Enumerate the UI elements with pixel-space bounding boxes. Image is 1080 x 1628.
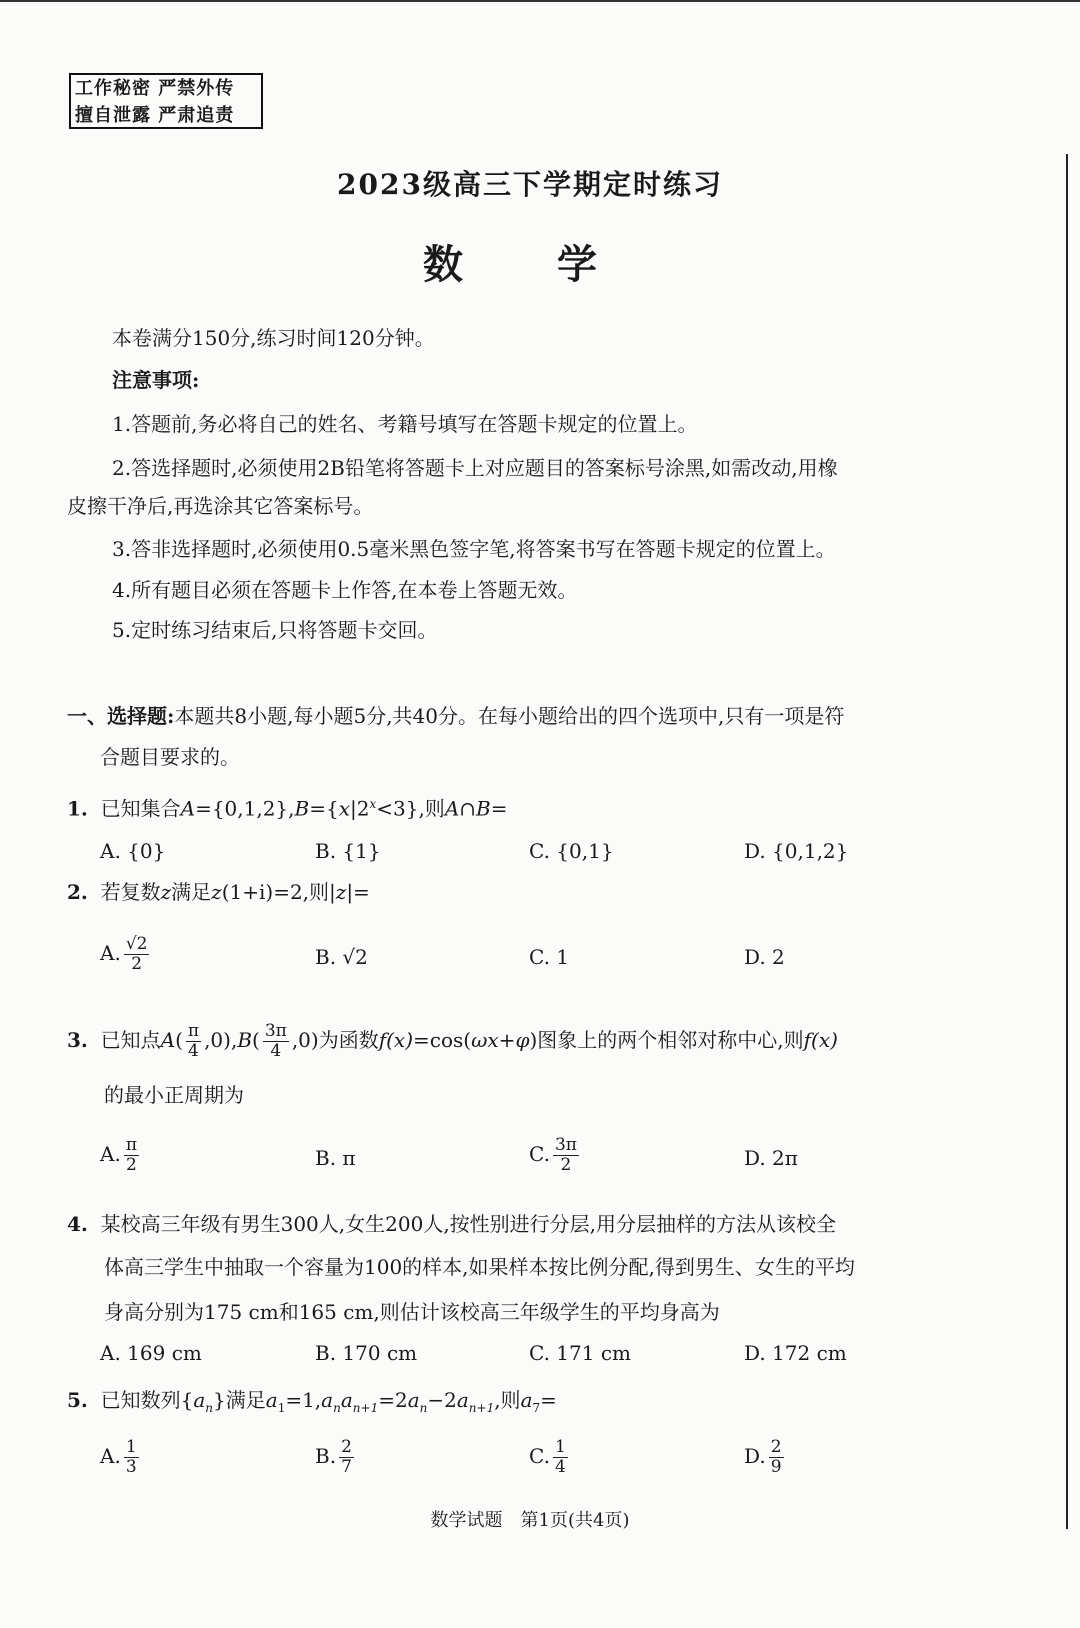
- fraction: [124, 1438, 139, 1477]
- math: n+1: [352, 1401, 379, 1415]
- section-text-cont: 合题目要求的。: [100, 745, 240, 769]
- fraction: [124, 1136, 139, 1175]
- note-3: 3.答非选择题时,必须使用0.5毫米黑色签字笔,将答案书写在答题卡规定的位置上。: [112, 537, 836, 561]
- q5-option-b: [315, 1438, 357, 1477]
- label: A.: [100, 941, 121, 965]
- text: (: [252, 1028, 260, 1052]
- label: C.: [529, 1444, 550, 1468]
- math: a: [340, 1388, 353, 1412]
- denominator: 2: [125, 1155, 137, 1175]
- text: ={0,1,2},: [195, 796, 295, 821]
- math: z: [160, 880, 172, 904]
- denominator: 2: [131, 954, 143, 974]
- numerator: 1: [125, 1437, 137, 1457]
- math: x: [338, 796, 350, 821]
- stamp-line-1: 工作秘密 严禁外传: [75, 78, 235, 99]
- q-number: 2.: [67, 880, 88, 904]
- math: A∩B: [444, 796, 491, 821]
- text: 某校高三年级有男生300人,女生200人,按性别进行分层,用分层抽样的方法从该校全: [100, 1212, 837, 1236]
- text: }满足: [213, 1388, 266, 1412]
- text: 已知集合: [100, 796, 181, 821]
- numerator: π: [187, 1021, 200, 1041]
- math: A: [160, 1028, 176, 1052]
- section-head: 一、选择题:: [67, 704, 175, 728]
- text: −2: [427, 1388, 457, 1412]
- q2-option-c: C. 1: [529, 945, 570, 969]
- note-2: 2.答选择题时,必须使用2B铅笔将答题卡上对应题目的答案标号涂黑,如需改动,用橡: [112, 456, 838, 480]
- q3-option-b: B. π: [315, 1146, 356, 1170]
- text: 满足: [171, 880, 212, 904]
- question-4-cont-1: 体高三学生中抽取一个容量为100的样本,如果样本按比例分配,得到男生、女生的平均: [104, 1255, 855, 1279]
- label: A.: [100, 1444, 121, 1468]
- text: =2: [378, 1388, 408, 1412]
- text: ,0),: [204, 1028, 238, 1052]
- q2-option-a: [100, 935, 152, 974]
- label: D.: [744, 1444, 766, 1468]
- q5-option-a: [100, 1438, 142, 1477]
- math: 1: [277, 1401, 286, 1415]
- question-2: [67, 879, 370, 905]
- math: B: [237, 1028, 253, 1052]
- q1-option-c: C. {0,1}: [529, 839, 614, 863]
- denominator: 4: [188, 1041, 199, 1061]
- text: |=: [346, 880, 370, 904]
- math: a: [520, 1388, 533, 1412]
- text: =: [540, 1388, 557, 1412]
- text: 已知数列{: [100, 1388, 194, 1412]
- text: (1+i)=2,则|: [221, 880, 336, 904]
- math: f(x): [378, 1028, 414, 1052]
- math: n: [205, 1401, 214, 1415]
- stamp-line-2: 擅自泄露 严肃追责: [75, 105, 235, 126]
- q-number: 4.: [67, 1212, 88, 1236]
- question-3: [67, 1022, 838, 1061]
- text: =: [490, 796, 508, 821]
- denominator: 4: [554, 1457, 566, 1477]
- q4-option-b: B. 170 cm: [315, 1341, 418, 1365]
- label: A.: [100, 1142, 121, 1166]
- numerator: √2: [125, 934, 148, 954]
- q4-option-a: A. 169 cm: [100, 1341, 202, 1365]
- fraction: [263, 1022, 289, 1061]
- text: ,0)为函数: [291, 1028, 379, 1052]
- question-4: [67, 1211, 836, 1237]
- denominator: 2: [560, 1155, 572, 1175]
- section-header: [67, 703, 844, 729]
- text: <3},则: [376, 796, 445, 821]
- math: ωx+φ: [471, 1028, 530, 1052]
- math: 7: [532, 1401, 541, 1415]
- subject-title: 数 学: [423, 241, 637, 288]
- question-3-cont: 的最小正周期为: [104, 1083, 244, 1107]
- q5-option-d: [744, 1438, 787, 1477]
- q5-option-c: [529, 1438, 571, 1477]
- notes-title: 注意事项:: [112, 368, 200, 392]
- math: n: [419, 1401, 428, 1415]
- fraction: [339, 1438, 354, 1477]
- math: a: [407, 1388, 420, 1412]
- denominator: 9: [770, 1457, 782, 1477]
- text: |2: [349, 796, 370, 821]
- math: a: [193, 1388, 206, 1412]
- math: a: [265, 1388, 278, 1412]
- text: 若复数: [100, 880, 161, 904]
- text: (: [175, 1028, 183, 1052]
- question-1: [67, 791, 507, 822]
- note-2-cont: 皮擦干净后,再选涂其它答案标号。: [67, 494, 374, 518]
- q3-option-d: D. 2π: [744, 1146, 798, 1170]
- math: z: [211, 880, 222, 904]
- math: A: [180, 796, 196, 821]
- score-info: 本卷满分150分,练习时间120分钟。: [112, 326, 435, 350]
- text: )图象上的两个相邻对称中心,则: [529, 1028, 804, 1052]
- math: n+1: [468, 1401, 495, 1415]
- fraction: [186, 1022, 201, 1061]
- q1-option-b: B. {1}: [315, 839, 381, 863]
- label: B.: [315, 1444, 337, 1468]
- q-number: 3.: [67, 1028, 88, 1052]
- section-text: 本题共8小题,每小题5分,共40分。在每小题给出的四个选项中,只有一项是符: [174, 704, 845, 728]
- q1-option-a: A. {0}: [100, 839, 166, 863]
- text: 已知点: [100, 1028, 161, 1052]
- math: B: [294, 796, 310, 821]
- confidential-stamp: [69, 73, 263, 129]
- q2-option-d: D. 2: [744, 945, 785, 969]
- q4-option-c: C. 171 cm: [529, 1341, 632, 1365]
- question-4-cont-2: 身高分别为175 cm和165 cm,则估计该校高三年级学生的平均身高为: [104, 1300, 720, 1324]
- math: x: [369, 797, 377, 811]
- q-number: 5.: [67, 1388, 88, 1412]
- math: z: [335, 880, 347, 904]
- fraction: [553, 1438, 568, 1477]
- math: a: [456, 1388, 469, 1412]
- note-5: 5.定时练习结束后,只将答题卡交回。: [112, 618, 438, 642]
- numerator: 3π: [554, 1135, 577, 1155]
- q3-option-a: [100, 1136, 142, 1175]
- math: f(x): [803, 1028, 838, 1052]
- page-top-border: [0, 0, 1080, 2]
- page-footer: 数学试题 第1页(共4页): [430, 1510, 630, 1531]
- exam-title: 2023级高三下学期定时练习: [337, 168, 723, 201]
- math: n: [333, 1401, 341, 1415]
- denominator: 7: [341, 1457, 352, 1477]
- text: =1,: [285, 1388, 322, 1412]
- text: ,则: [494, 1388, 521, 1412]
- denominator: 3: [125, 1457, 137, 1477]
- numerator: 2: [770, 1437, 782, 1457]
- q4-option-d: D. 172 cm: [744, 1341, 847, 1365]
- numerator: 3π: [264, 1021, 287, 1041]
- fraction: [124, 935, 150, 974]
- q1-option-d: D. {0,1,2}: [744, 839, 849, 863]
- q2-option-b: B. √2: [315, 945, 368, 969]
- denominator: 4: [270, 1041, 282, 1061]
- label: C.: [529, 1142, 550, 1166]
- q3-option-c: [529, 1136, 582, 1175]
- numerator: 2: [341, 1437, 352, 1457]
- binding-line: [1066, 154, 1068, 1529]
- text: ={: [309, 796, 339, 821]
- numerator: 1: [554, 1437, 566, 1457]
- q-number: 1.: [67, 796, 88, 821]
- text: =cos(: [413, 1028, 472, 1052]
- fraction: [769, 1438, 784, 1477]
- note-1: 1.答题前,务必将自己的姓名、考籍号填写在答题卡规定的位置上。: [112, 412, 698, 436]
- numerator: π: [125, 1135, 137, 1155]
- fraction: [553, 1136, 579, 1175]
- question-5: [67, 1387, 557, 1421]
- math: a: [321, 1388, 334, 1412]
- note-4: 4.所有题目必须在答题卡上作答,在本卷上答题无效。: [112, 578, 578, 602]
